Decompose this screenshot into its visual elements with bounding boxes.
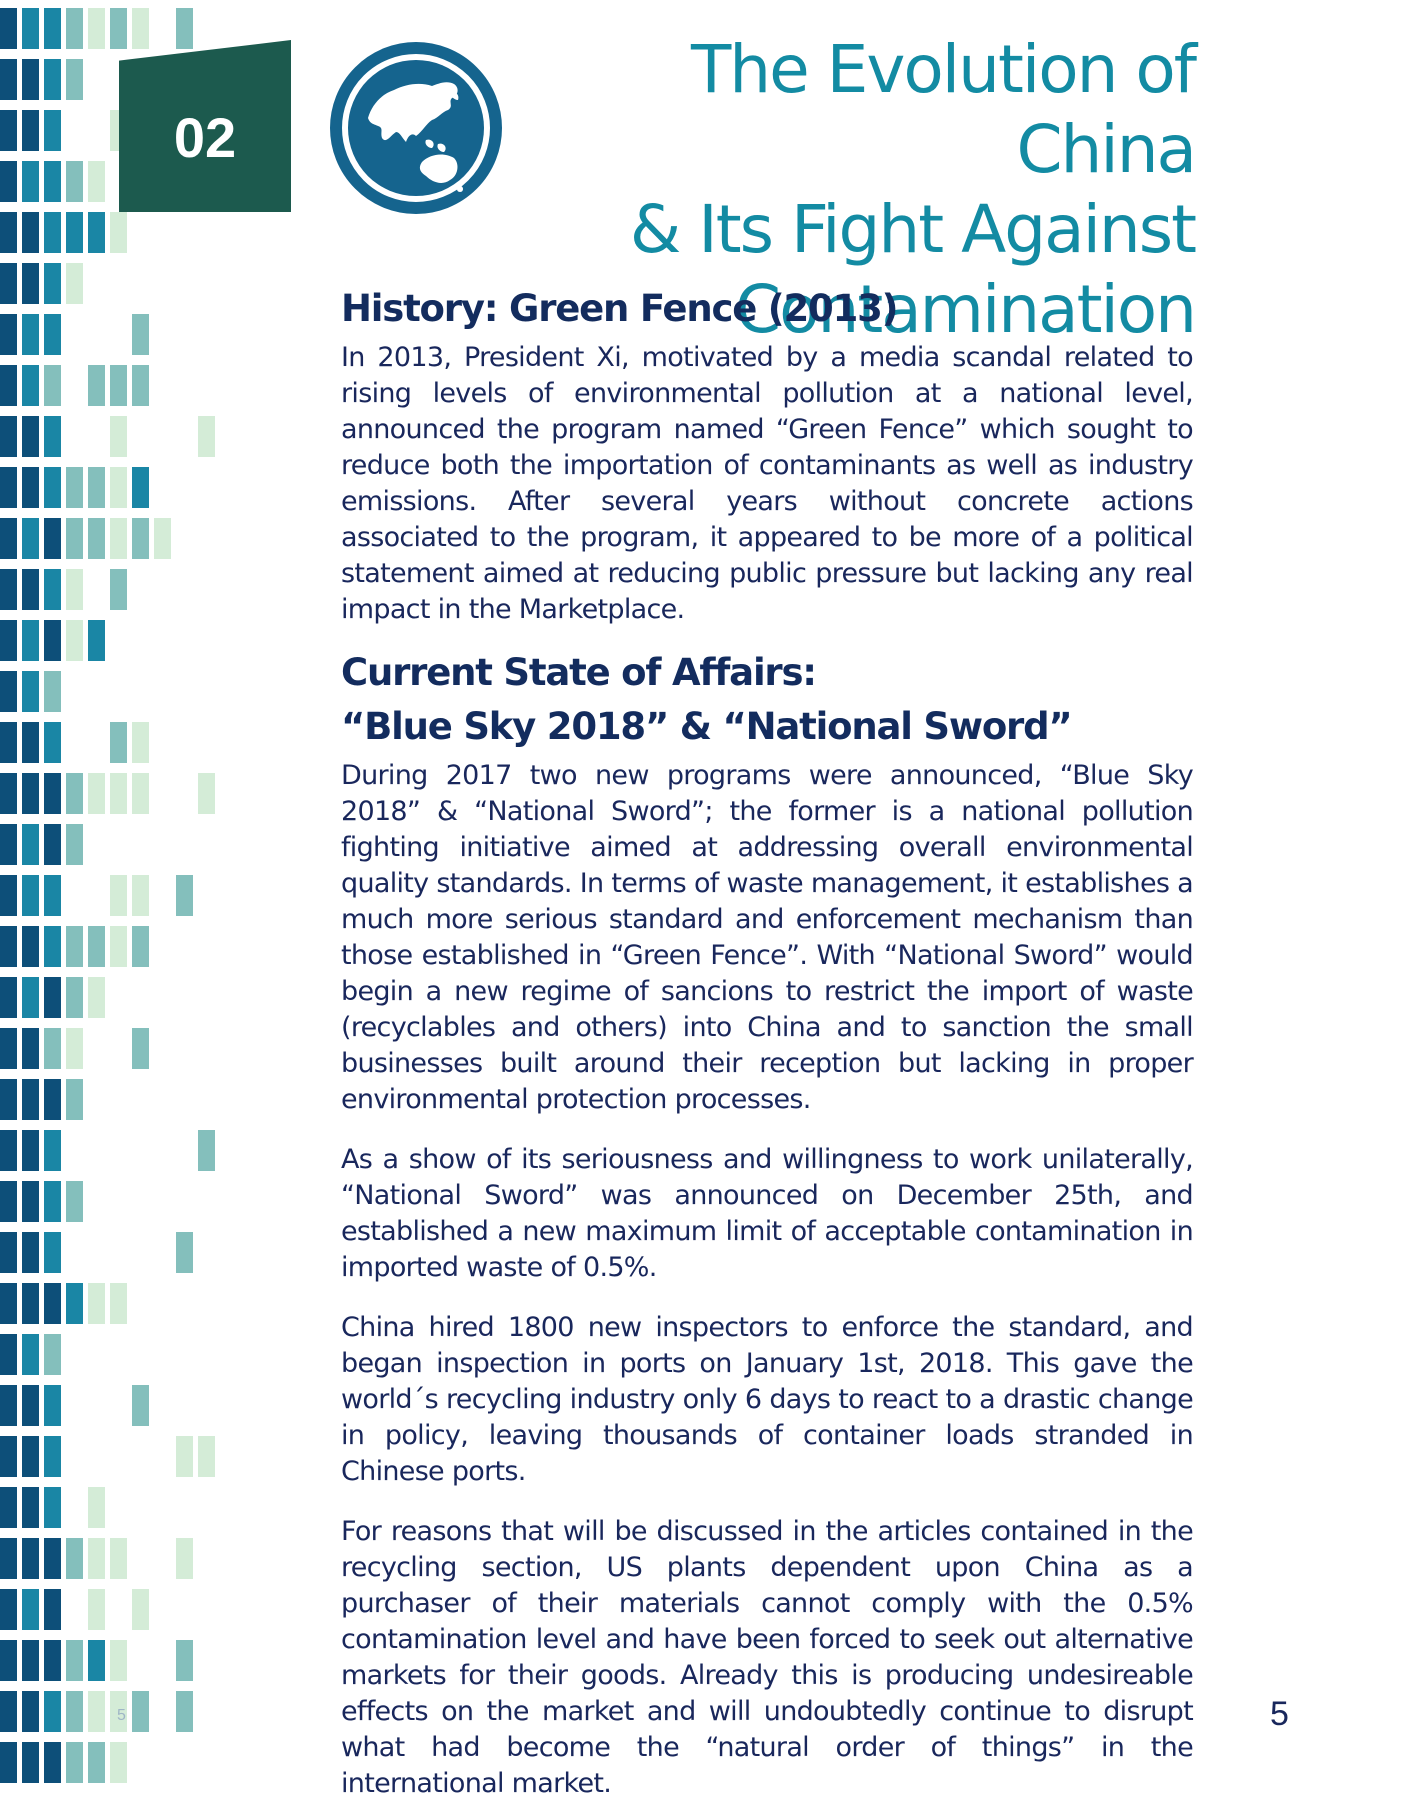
mosaic-tile	[44, 263, 61, 304]
mosaic-tile	[110, 722, 127, 763]
mosaic-tile	[132, 926, 149, 967]
mosaic-tile	[154, 518, 171, 559]
mosaic-tile	[0, 365, 17, 406]
mosaic-tile	[0, 1334, 17, 1375]
mosaic-tile	[132, 8, 149, 49]
mosaic-tile	[22, 620, 39, 661]
mosaic-tile	[88, 926, 105, 967]
chapter-number: 02	[173, 106, 237, 169]
mosaic-tile	[22, 263, 39, 304]
heading-line: History: Green Fence (2013)	[341, 287, 898, 330]
mosaic-tile	[88, 161, 105, 202]
mosaic-tile	[66, 263, 83, 304]
mosaic-tile	[22, 722, 39, 763]
mosaic-tile	[110, 1538, 127, 1579]
mosaic-tile	[44, 110, 61, 151]
mosaic-tile	[110, 8, 127, 49]
mosaic-tile	[110, 365, 127, 406]
mosaic-tile	[22, 824, 39, 865]
mosaic-tile	[176, 8, 193, 49]
mosaic-tile	[110, 569, 127, 610]
mosaic-tile	[44, 314, 61, 355]
mosaic-tile	[88, 773, 105, 814]
mosaic-tile	[22, 1334, 39, 1375]
mosaic-tile	[0, 1640, 17, 1681]
mosaic-tile	[132, 518, 149, 559]
mosaic-tile	[22, 773, 39, 814]
mosaic-tile	[66, 1181, 83, 1222]
mosaic-tile	[66, 1538, 83, 1579]
mosaic-tile	[88, 1640, 105, 1681]
mosaic-tile	[22, 1436, 39, 1477]
paragraph-inspectors: China hired 1800 new inspectors to enforce the standard, and began inspection in ports on January 1st, 2018. This gave the world´s recycling industry only 6 days to react to a drastic change in policy, leaving thousands of container loads stranded in Chinese ports.	[341, 1312, 1193, 1487]
mosaic-tile	[176, 1691, 193, 1732]
mosaic-tile	[44, 1487, 61, 1528]
mosaic-tile	[0, 1538, 17, 1579]
paragraph-national-sword: As a show of its seriousness and willingness to work unilaterally, “National Sword” was announced on December 25th, and established a new maximum limit of acceptable contamination in imported waste of 0.5%.	[341, 1144, 1193, 1283]
mosaic-tile	[110, 926, 127, 967]
mosaic-tile	[110, 416, 127, 457]
mosaic-tile	[22, 1079, 39, 1120]
mosaic-tile	[0, 1232, 17, 1273]
mosaic-tile	[110, 467, 127, 508]
mosaic-tile	[22, 1589, 39, 1630]
paragraph-programs-2017: During 2017 two new programs were announced, “Blue Sky 2018” & “National Sword”; the former is a national pollution fighting initiative aimed at addressing overall environmental quality standards. In terms of waste management, it establishes a much more serious standard and enforcement mechanism than those established in “Green Fence”. With “National Sword” would begin a new regime of sancions to restrict the import of waste (recyclables and others) into China and to sanction the small businesses built around their reception but lacking in proper environmental protection processes.	[341, 760, 1193, 1115]
mosaic-tile	[44, 212, 61, 253]
mosaic-tile	[44, 1283, 61, 1324]
mosaic-tile	[88, 8, 105, 49]
mosaic-tile	[88, 1589, 105, 1630]
mosaic-tile	[44, 569, 61, 610]
mosaic-tile	[0, 1079, 17, 1120]
mosaic-tile	[110, 1640, 127, 1681]
mosaic-tile	[0, 110, 17, 151]
mosaic-tile	[22, 977, 39, 1018]
mosaic-tile	[0, 8, 17, 49]
mosaic-tile	[22, 569, 39, 610]
mosaic-tile	[22, 1283, 39, 1324]
mosaic-tile	[176, 1538, 193, 1579]
mosaic-tile	[132, 365, 149, 406]
mosaic-tile	[198, 1130, 215, 1171]
mosaic-tile	[22, 161, 39, 202]
mosaic-tile	[0, 263, 17, 304]
mosaic-tile	[44, 1028, 61, 1069]
mosaic-tile	[0, 1436, 17, 1477]
globe-asia-icon	[328, 40, 504, 216]
mosaic-tile	[44, 926, 61, 967]
mosaic-tile	[0, 1130, 17, 1171]
mosaic-tile	[44, 1334, 61, 1375]
mosaic-tile	[22, 110, 39, 151]
article-body	[341, 282, 1193, 1802]
mosaic-tile	[22, 875, 39, 916]
mosaic-tile	[88, 365, 105, 406]
mosaic-tile	[132, 1385, 149, 1426]
mosaic-tile	[0, 1028, 17, 1069]
mosaic-tile	[44, 875, 61, 916]
mosaic-tile	[22, 518, 39, 559]
mosaic-tile	[88, 1742, 105, 1783]
mosaic-tile	[44, 977, 61, 1018]
mosaic-tile	[88, 1538, 105, 1579]
mosaic-tile	[0, 620, 17, 661]
section-heading-history	[341, 282, 1193, 336]
mosaic-tile	[0, 59, 17, 100]
mosaic-tile	[0, 1487, 17, 1528]
mosaic-tile	[0, 875, 17, 916]
mosaic-tile	[22, 1487, 39, 1528]
mosaic-tile	[22, 1130, 39, 1171]
mosaic-tile	[44, 824, 61, 865]
mosaic-tile	[0, 416, 17, 457]
page-number: 5	[1270, 1695, 1289, 1733]
mosaic-tile	[88, 1283, 105, 1324]
paragraph-us-plants: For reasons that will be discussed in the articles contained in the recycling section, US plants dependent upon China as a purchaser of their materials cannot comply with the 0.5% contamination level and have been forced to seek out alternative markets for their goods. Already this is producing undesireable effects on the market and will undoubtedly continue to disrupt what had become the “natural order of things” in the international market.	[341, 1516, 1193, 1799]
mosaic-tile	[110, 212, 127, 253]
mosaic-tile	[0, 212, 17, 253]
margin-page-number: 5	[117, 1707, 126, 1724]
mosaic-tile	[176, 1232, 193, 1273]
mosaic-tile	[44, 8, 61, 49]
mosaic-tile	[44, 773, 61, 814]
decorative-tile-mosaic	[0, 0, 230, 1800]
mosaic-tile	[176, 1640, 193, 1681]
mosaic-tile	[0, 824, 17, 865]
mosaic-tile	[66, 824, 83, 865]
mosaic-tile	[22, 671, 39, 712]
mosaic-tile	[44, 620, 61, 661]
mosaic-tile	[88, 977, 105, 1018]
mosaic-tile	[44, 1181, 61, 1222]
mosaic-tile	[66, 569, 83, 610]
mosaic-tile	[22, 1232, 39, 1273]
mosaic-tile	[44, 518, 61, 559]
mosaic-tile	[0, 977, 17, 1018]
mosaic-tile	[66, 1079, 83, 1120]
mosaic-tile	[66, 620, 83, 661]
mosaic-tile	[44, 161, 61, 202]
mosaic-tile	[110, 773, 127, 814]
mosaic-tile	[66, 518, 83, 559]
mosaic-tile	[44, 59, 61, 100]
mosaic-tile	[44, 1385, 61, 1426]
mosaic-tile	[44, 1538, 61, 1579]
mosaic-tile	[0, 569, 17, 610]
mosaic-tile	[176, 875, 193, 916]
mosaic-tile	[132, 722, 149, 763]
mosaic-tile	[0, 1589, 17, 1630]
mosaic-tile	[44, 416, 61, 457]
mosaic-tile	[66, 1283, 83, 1324]
mosaic-tile	[66, 8, 83, 49]
mosaic-tile	[110, 1283, 127, 1324]
mosaic-tile	[44, 1079, 61, 1120]
mosaic-tile	[132, 1028, 149, 1069]
mosaic-tile	[198, 773, 215, 814]
mosaic-tile	[44, 1130, 61, 1171]
mosaic-tile	[66, 977, 83, 1018]
mosaic-tile	[132, 1691, 149, 1732]
mosaic-tile	[110, 518, 127, 559]
mosaic-tile	[22, 8, 39, 49]
mosaic-tile	[66, 212, 83, 253]
mosaic-tile	[88, 620, 105, 661]
mosaic-tile	[198, 416, 215, 457]
mosaic-tile	[22, 1385, 39, 1426]
mosaic-tile	[0, 518, 17, 559]
mosaic-tile	[22, 212, 39, 253]
mosaic-tile	[0, 926, 17, 967]
mosaic-tile	[66, 467, 83, 508]
mosaic-tile	[44, 1436, 61, 1477]
mosaic-tile	[44, 365, 61, 406]
mosaic-tile	[66, 1742, 83, 1783]
mosaic-tile	[66, 1028, 83, 1069]
mosaic-tile	[176, 1436, 193, 1477]
title-line-1: The Evolution of China	[690, 31, 1195, 188]
mosaic-tile	[22, 365, 39, 406]
mosaic-tile	[132, 773, 149, 814]
mosaic-tile	[110, 1742, 127, 1783]
mosaic-tile	[66, 59, 83, 100]
heading-line: “Blue Sky 2018” & “National Sword”	[341, 705, 1072, 748]
mosaic-tile	[132, 467, 149, 508]
mosaic-tile	[22, 1742, 39, 1783]
mosaic-tile	[88, 518, 105, 559]
mosaic-tile	[0, 671, 17, 712]
mosaic-tile	[0, 722, 17, 763]
mosaic-tile	[0, 1691, 17, 1732]
mosaic-tile	[66, 161, 83, 202]
mosaic-tile	[44, 467, 61, 508]
mosaic-tile	[44, 1589, 61, 1630]
mosaic-tile	[66, 1691, 83, 1732]
heading-line: Current State of Affairs:	[341, 651, 816, 694]
mosaic-tile	[88, 212, 105, 253]
mosaic-tile	[44, 1691, 61, 1732]
mosaic-tile	[22, 1028, 39, 1069]
mosaic-tile	[132, 875, 149, 916]
mosaic-tile	[22, 1538, 39, 1579]
mosaic-tile	[22, 1181, 39, 1222]
mosaic-tile	[110, 875, 127, 916]
mosaic-tile	[22, 1691, 39, 1732]
mosaic-tile	[66, 773, 83, 814]
mosaic-tile	[0, 161, 17, 202]
mosaic-tile	[88, 1691, 105, 1732]
title-line-2: & Its Fight Against	[629, 191, 1195, 268]
mosaic-tile	[0, 314, 17, 355]
title-line-3: Contamination	[735, 271, 1195, 348]
mosaic-tile	[44, 1742, 61, 1783]
mosaic-tile	[44, 722, 61, 763]
section-heading-current-state	[341, 646, 1193, 754]
mosaic-tile	[198, 1436, 215, 1477]
mosaic-tile	[0, 1742, 17, 1783]
mosaic-tile	[66, 1640, 83, 1681]
mosaic-tile	[22, 1640, 39, 1681]
mosaic-tile	[132, 314, 149, 355]
mosaic-tile	[66, 926, 83, 967]
mosaic-tile	[44, 1232, 61, 1273]
mosaic-tile	[0, 773, 17, 814]
mosaic-tile	[0, 1283, 17, 1324]
mosaic-tile	[0, 1385, 17, 1426]
mosaic-tile	[22, 314, 39, 355]
mosaic-tile	[22, 416, 39, 457]
mosaic-tile	[132, 1589, 149, 1630]
mosaic-tile	[88, 1487, 105, 1528]
mosaic-tile	[44, 1640, 61, 1681]
mosaic-tile	[88, 467, 105, 508]
paragraph-green-fence: In 2013, President Xi, motivated by a media scandal related to rising levels of environmental pollution at a national level, announced the program named “Green Fence” which sought to reduce both the importation of contaminants as well as industry emissions. After several years without concrete actions associated to the program, it appeared to be more of a political statement aimed at reducing public pressure but lacking any real impact in the Marketplace.	[341, 342, 1193, 625]
mosaic-tile	[0, 467, 17, 508]
mosaic-tile	[22, 926, 39, 967]
mosaic-tile	[44, 671, 61, 712]
mosaic-tile	[22, 467, 39, 508]
mosaic-tile	[22, 59, 39, 100]
mosaic-tile	[0, 1181, 17, 1222]
